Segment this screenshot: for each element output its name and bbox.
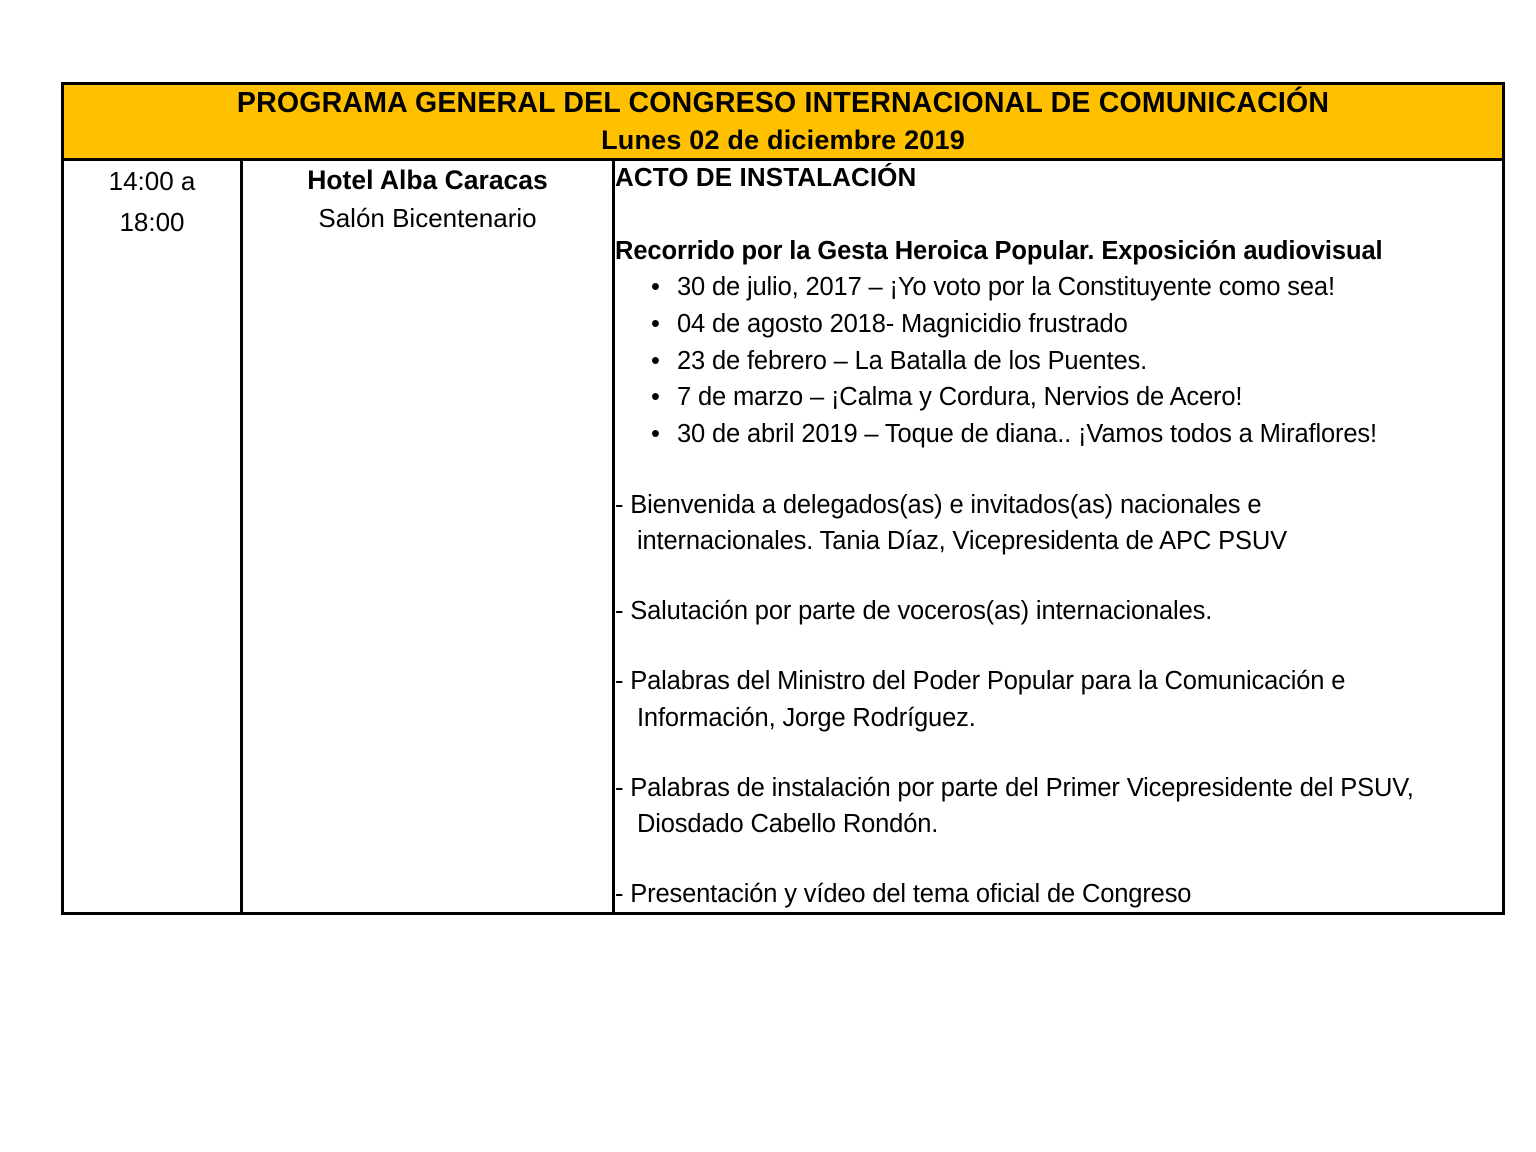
schedule-description-cell: [614, 160, 1504, 914]
bullet-icon: •: [651, 309, 660, 338]
list-item: [651, 379, 1502, 416]
activity-subheading: Recorrido por la Gesta Heroica Popular. Exposición audiovisual: [615, 236, 1383, 265]
bullet-icon: •: [651, 346, 660, 375]
agenda-paragraph-line: Diosdado Cabello Rondón.: [637, 809, 939, 838]
activity-heading: ACTO DE INSTALACIÓN: [615, 162, 917, 193]
table-row: [63, 160, 1504, 914]
agenda-paragraph: [615, 487, 1502, 559]
bullet-icon: •: [651, 420, 660, 448]
list-item: [651, 306, 1502, 343]
program-table: [61, 82, 1505, 915]
agenda-paragraph: [615, 876, 1502, 912]
list-item: [651, 343, 1502, 380]
program-title: PROGRAMA GENERAL DEL CONGRESO INTERNACIONAL DE COMUNICACIÓN: [236, 87, 1330, 119]
venue-name: Hotel Alba Caracas: [307, 165, 548, 196]
agenda-paragraph-line: Información, Jorge Rodríguez.: [637, 703, 976, 732]
schedule-venue-cell: [242, 160, 614, 914]
schedule-time-cell: [63, 160, 242, 914]
time-start: 14:00 a: [108, 166, 196, 197]
agenda-paragraph-line: - Salutación por parte de voceros(as) internacionales.: [615, 597, 1213, 626]
program-date: Lunes 02 de diciembre 2019: [601, 124, 965, 155]
list-item-label: 30 de abril 2019 – Toque de diana.. ¡Vamos todos a Miraflores!: [677, 420, 1377, 448]
exhibition-bullet-list: [615, 269, 1502, 453]
list-item-label: 23 de febrero – La Batalla de los Puentes.: [677, 346, 1148, 375]
bullet-icon: •: [651, 383, 660, 412]
program-header-banner: [63, 84, 1504, 160]
agenda-paragraph-line: - Presentación y vídeo del tema oficial de Congreso: [615, 880, 1192, 909]
agenda-paragraph-line: - Palabras del Ministro del Poder Popular para la Comunicación e: [615, 667, 1346, 696]
venue-room: Salón Bicentenario: [318, 202, 537, 233]
list-item-label: 30 de julio, 2017 – ¡Yo voto por la Constituyente como sea!: [677, 273, 1335, 302]
agenda-paragraph-line: - Bienvenida a delegados(as) e invitados(as) nacionales e: [615, 490, 1262, 519]
table-header-row: [63, 84, 1504, 160]
agenda-paragraph-line: internacionales. Tania Díaz, Vicepresidenta de APC PSUV: [637, 526, 1287, 555]
list-item: [651, 269, 1502, 306]
list-item: [651, 416, 1502, 453]
list-item-label: 04 de agosto 2018- Magnicidio frustrado: [677, 309, 1128, 338]
agenda-paragraph-line: - Palabras de instalación por parte del Primer Vicepresidente del PSUV,: [615, 773, 1414, 802]
agenda-paragraph: [615, 770, 1502, 842]
agenda-paragraph: [615, 593, 1502, 629]
agenda-paragraph: [615, 663, 1502, 735]
list-item-label: 7 de marzo – ¡Calma y Cordura, Nervios de Acero!: [677, 383, 1243, 412]
bullet-icon: •: [651, 273, 660, 302]
time-end: 18:00: [119, 206, 185, 237]
